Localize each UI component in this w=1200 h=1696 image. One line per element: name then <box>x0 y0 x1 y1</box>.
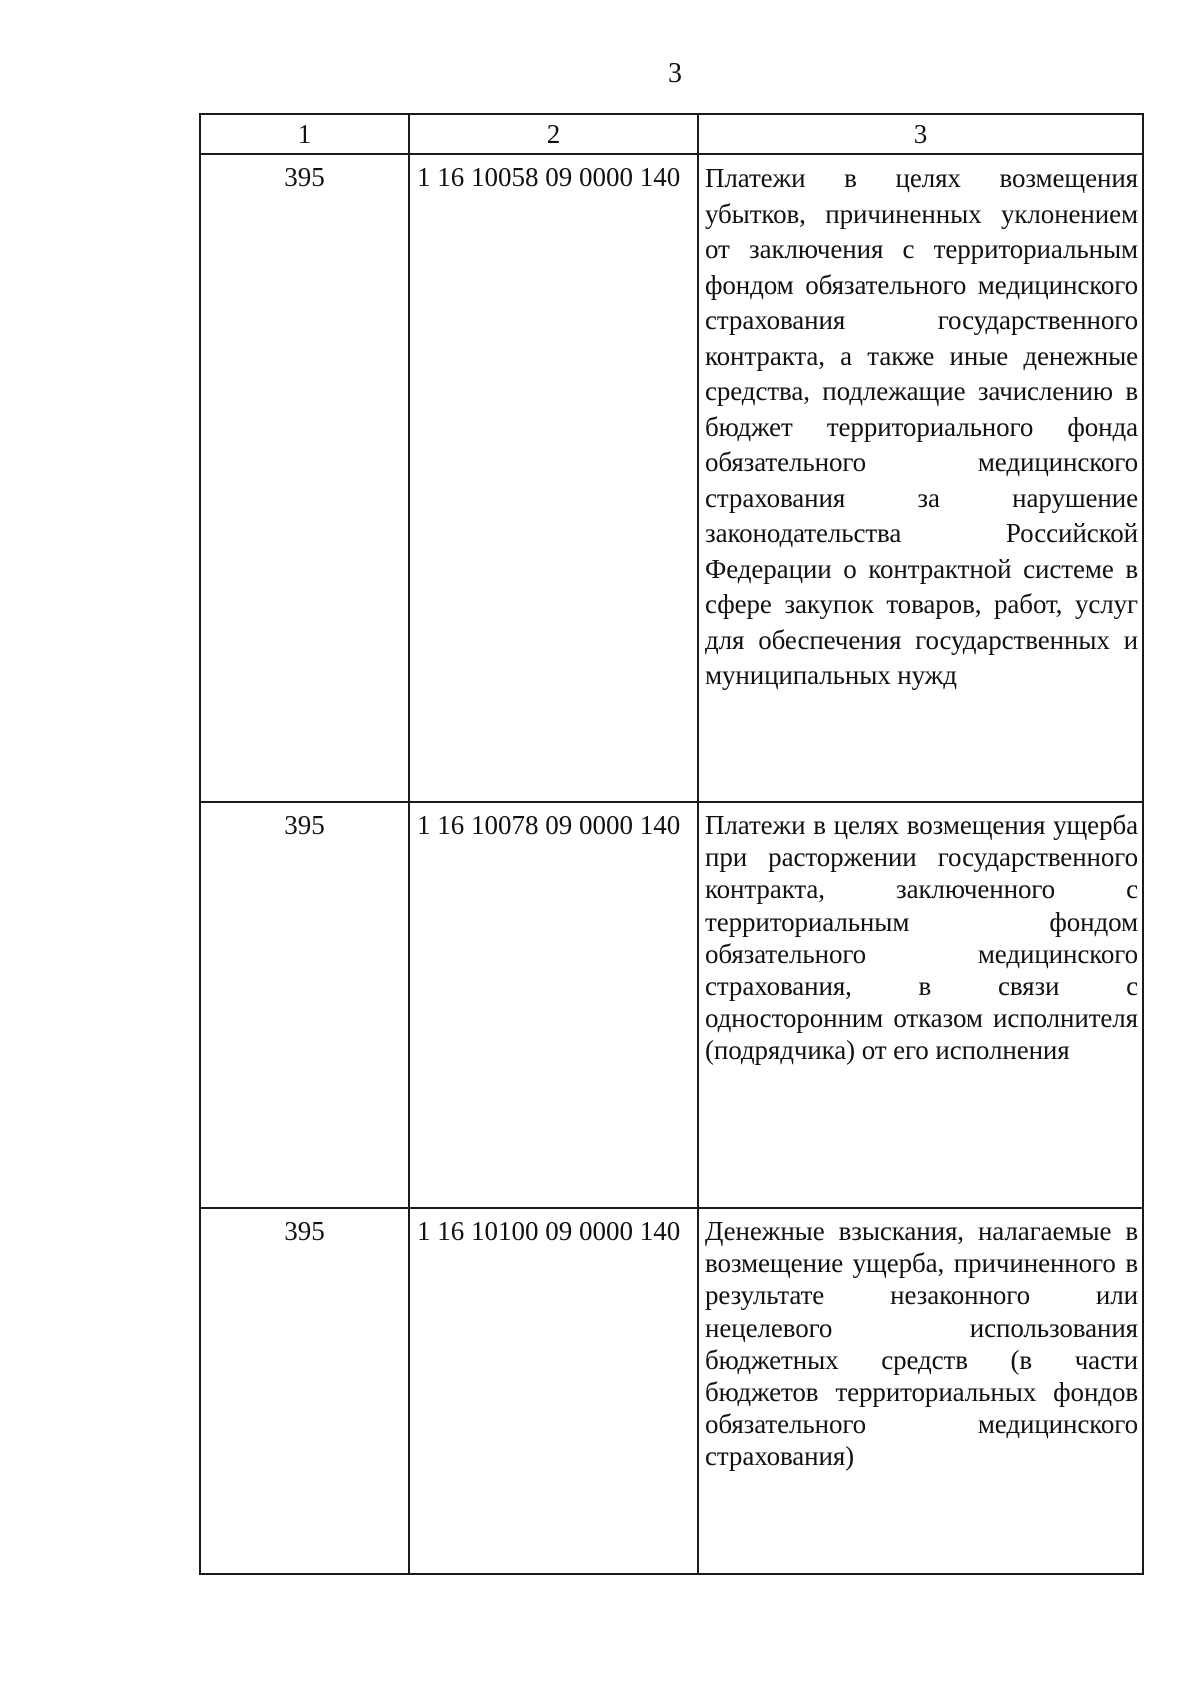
column-header-2: 2 <box>409 114 698 154</box>
description-cell: Платежи в целях возмещения убытков, причиненных уклонением от заключения с территориальным фондом обязательного медицинского страхования государственного контракта, а также иные денежные средства, подлежащие зачислению в бюджет территориального фонда обязательного медицинского страхования за нарушение законодательства Российской Федерации о контрактной системе в сфере закупок товаров, работ, услуг для обеспечения государственных и муниципальных нужд <box>698 154 1143 802</box>
table-row <box>200 802 1143 1208</box>
table-row <box>200 154 1143 802</box>
description-cell: Денежные взыскания, налагаемые в возмещение ущерба, причиненного в результате незаконного или нецелевого использования бюджетных средств (в части бюджетов территориальных фондов обязательного медицинского страхования) <box>698 1208 1143 1574</box>
budget-codes-table <box>199 113 1144 1575</box>
table-header-row <box>200 114 1143 154</box>
kbk-code-cell: 1 16 10100 09 0000 140 <box>409 1208 698 1574</box>
description-cell: Платежи в целях возмещения ущерба при расторжении государственного контракта, заключенного с территориальным фондом обязательного медицинского страхования, в связи с односторонним отказом исполнителя (подрядчика) от его исполнения <box>698 802 1143 1208</box>
column-header-3: 3 <box>698 114 1143 154</box>
page-number: 3 <box>668 58 682 89</box>
admin-code-cell: 395 <box>200 802 409 1208</box>
admin-code-cell: 395 <box>200 1208 409 1574</box>
kbk-code-cell: 1 16 10058 09 0000 140 <box>409 154 698 802</box>
table-row <box>200 1208 1143 1574</box>
column-header-1: 1 <box>200 114 409 154</box>
kbk-code-cell: 1 16 10078 09 0000 140 <box>409 802 698 1208</box>
admin-code-cell: 395 <box>200 154 409 802</box>
